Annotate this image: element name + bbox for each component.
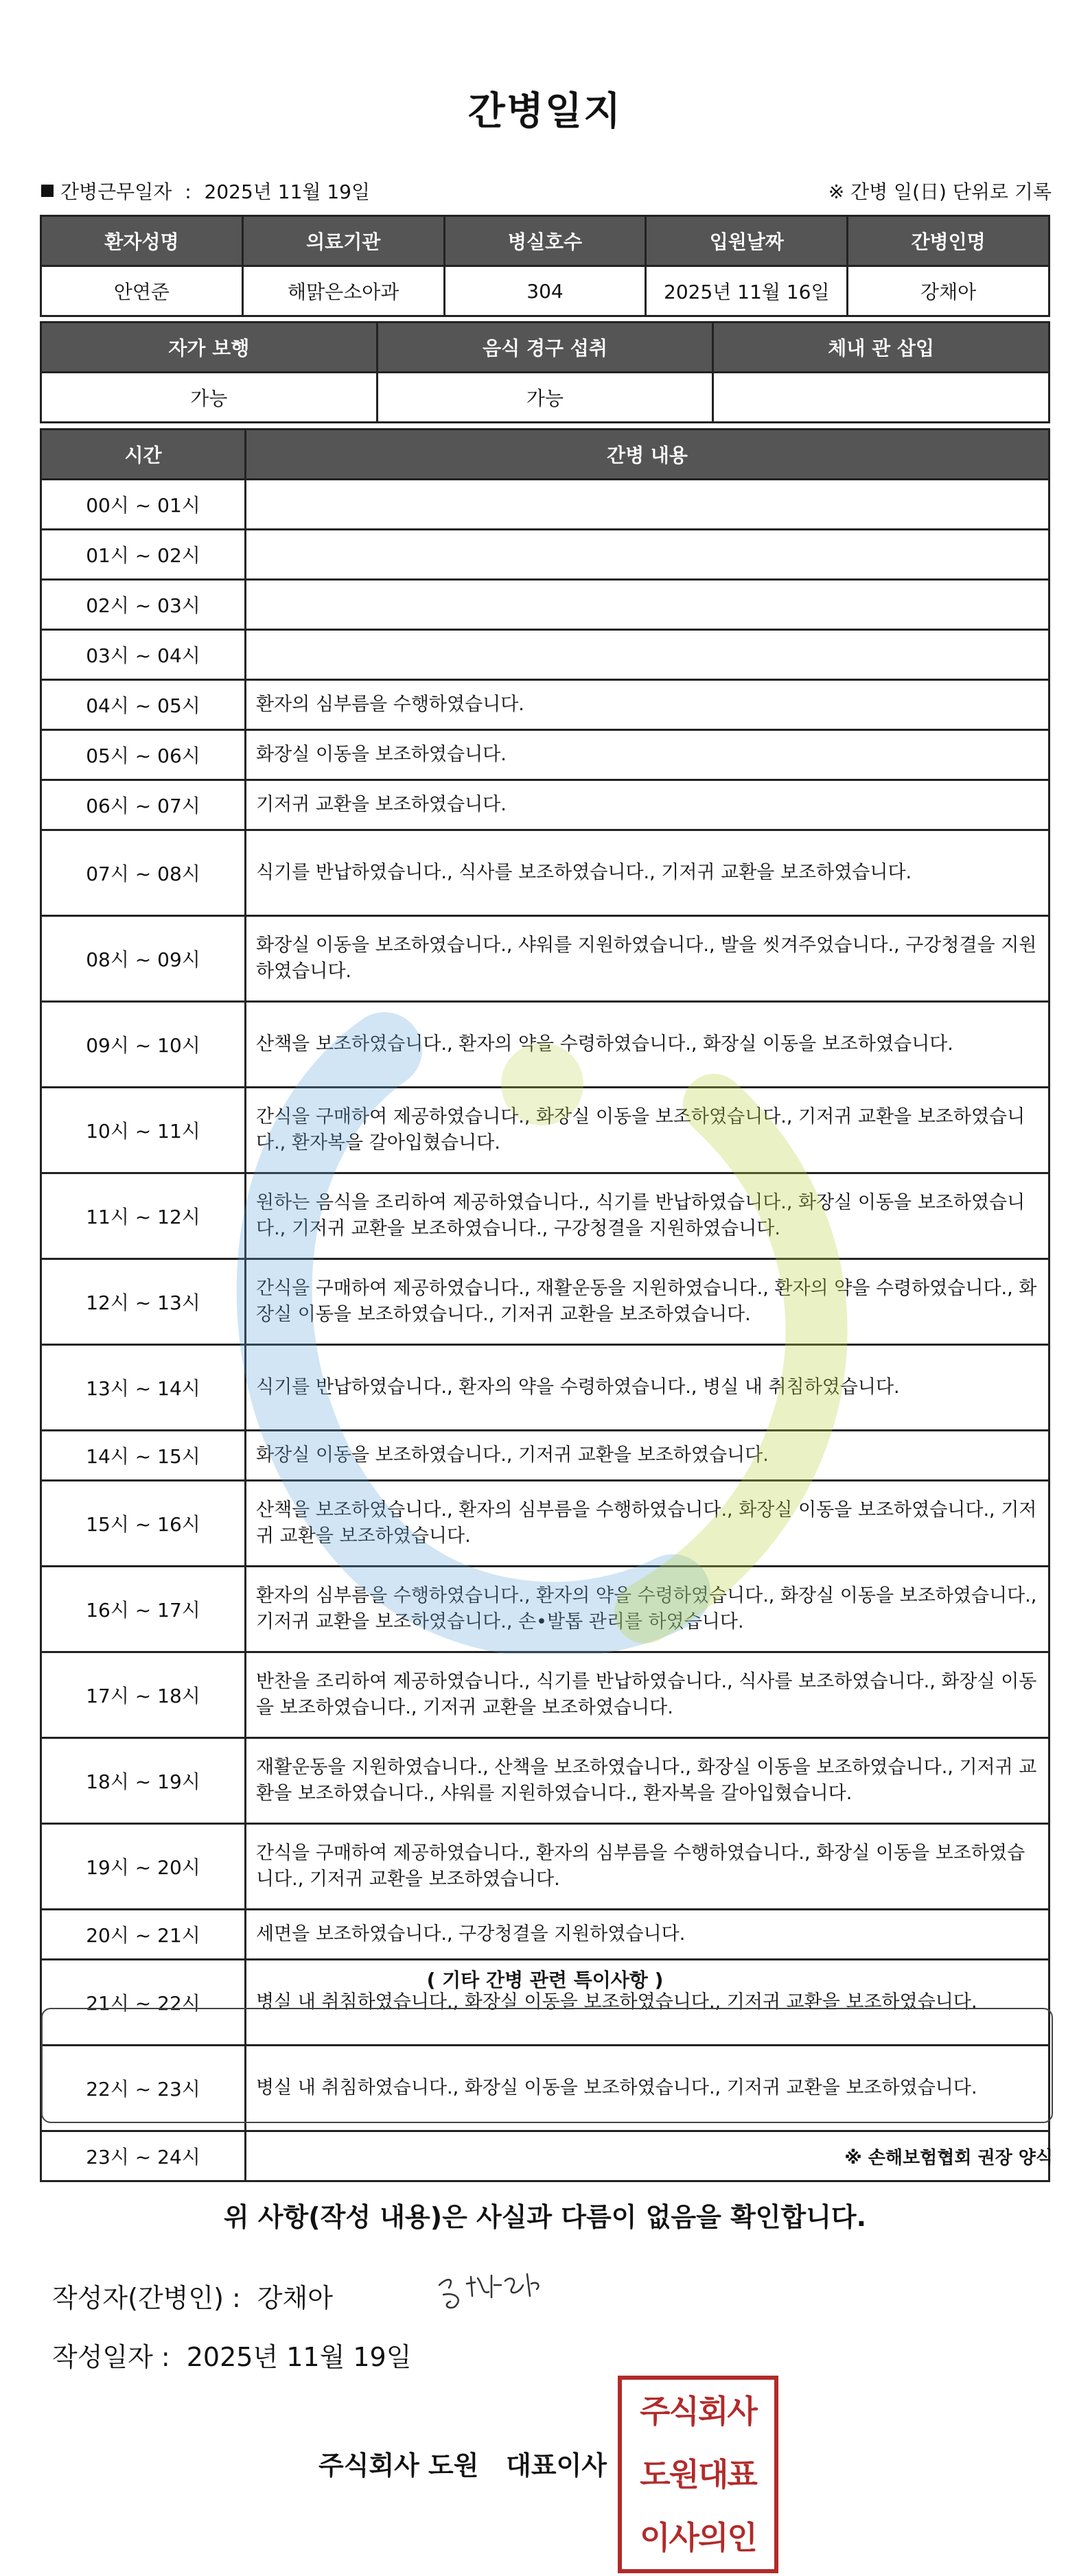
company-signature-line: 주식회사 도원 대표이사 [318, 2450, 607, 2481]
log-content[interactable]: 간식을 구매하여 제공하였습니다., 환자의 심부름을 수행하였습니다., 화장실 이동을 보조하였습니다., 기저귀 교환을 보조하였습니다. [246, 1824, 1050, 1910]
header-oral-intake: 음식 경구 섭취 [377, 323, 713, 373]
log-time: 09시 ~ 10시 [41, 1002, 246, 1088]
header-room: 병실호수 [444, 216, 646, 266]
work-date-value: 2025년 11월 19일 [204, 180, 371, 203]
header-admission-date: 입원날짜 [646, 216, 848, 266]
company-seal [618, 2376, 778, 2573]
work-date-label: 간병근무일자 [60, 180, 172, 203]
log-time: 06시 ~ 07시 [41, 780, 246, 830]
header-hospital: 의료기관 [242, 216, 444, 266]
room-number: 304 [444, 266, 646, 316]
record-note: ※ 간병 일(日) 단위로 기록 [828, 180, 1052, 203]
log-row [41, 630, 1050, 680]
log-content[interactable]: 산책을 보조하였습니다., 환자의 심부름을 수행하였습니다., 화장실 이동을 보조하였습니다., 기저귀 교환을 보조하였습니다. [246, 1481, 1050, 1567]
caregiver-name: 강채아 [848, 266, 1050, 316]
log-row [41, 1910, 1050, 1960]
writer-label: 작성자(간병인) : [52, 2283, 241, 2313]
log-content[interactable]: 화장실 이동을 보조하였습니다., 기저귀 교환을 보조하였습니다. [246, 1431, 1050, 1481]
log-row [41, 580, 1050, 630]
log-content[interactable]: 식기를 반납하였습니다., 환자의 약을 수령하였습니다., 병실 내 취침하였습니다. [246, 1345, 1050, 1431]
log-time: 15시 ~ 16시 [41, 1481, 246, 1567]
log-time: 07시 ~ 08시 [41, 830, 246, 916]
work-date-sep: : [185, 180, 192, 203]
log-row [41, 1567, 1050, 1652]
admission-date: 2025년 11월 16일 [646, 266, 848, 316]
log-time: 23시 ~ 24시 [41, 2131, 246, 2181]
work-date-row [41, 177, 370, 204]
log-time: 16시 ~ 17시 [41, 1567, 246, 1652]
log-content[interactable]: 반찬을 조리하여 제공하였습니다., 식기를 반납하였습니다., 식사를 보조하였습니다., 화장실 이동을 보조하였습니다., 기저귀 교환을 보조하였습니다. [246, 1652, 1050, 1738]
status-value-row [41, 373, 1050, 423]
log-content[interactable]: 간식을 구매하여 제공하였습니다., 화장실 이동을 보조하였습니다., 기저귀 교환을 보조하였습니다., 환자복을 갈아입혔습니다. [246, 1088, 1050, 1173]
log-row [41, 480, 1050, 530]
header-care-content: 간병 내용 [246, 430, 1050, 480]
header-caregiver: 간병인명 [848, 216, 1050, 266]
log-row [41, 1259, 1050, 1345]
log-time: 03시 ~ 04시 [41, 630, 246, 680]
write-date-value: 2025년 11월 19일 [186, 2342, 412, 2372]
log-row [41, 1002, 1050, 1088]
log-time: 21시 ~ 22시 [41, 1960, 246, 2046]
tube-value [713, 373, 1050, 423]
log-content[interactable]: 화장실 이동을 보조하였습니다., 샤워를 지원하였습니다., 발을 씻겨주었습니다., 구강청결을 지원하였습니다. [246, 916, 1050, 1002]
log-row [41, 830, 1050, 916]
log-time: 05시 ~ 06시 [41, 730, 246, 780]
confirm-statement: 위 사항(작성 내용)은 사실과 다름이 없음을 확인합니다. [223, 2202, 867, 2232]
patient-name: 안연준 [41, 266, 243, 316]
write-date-label: 작성일자 : [52, 2342, 170, 2372]
care-log-table [40, 428, 1050, 2182]
log-header-row [41, 430, 1050, 480]
log-row [41, 916, 1050, 1002]
status-header-row [41, 323, 1050, 373]
seal-row-2: 도원대표 [640, 2456, 756, 2493]
seal-row-3: 이사의인 [640, 2519, 756, 2556]
log-time: 20시 ~ 21시 [41, 1910, 246, 1960]
log-time: 08시 ~ 09시 [41, 916, 246, 1002]
log-content[interactable]: 식기를 반납하였습니다., 식사를 보조하였습니다., 기저귀 교환을 보조하였습니다. [246, 830, 1050, 916]
log-time: 12시 ~ 13시 [41, 1259, 246, 1345]
hospital-name: 해맑은소아과 [242, 266, 444, 316]
log-time: 11시 ~ 12시 [41, 1173, 246, 1259]
page-title: 간병일지 [467, 89, 623, 134]
log-content[interactable]: 간식을 구매하여 제공하였습니다., 재활운동을 지원하였습니다., 환자의 약을 수령하였습니다., 화장실 이동을 보조하였습니다., 기저귀 교환을 보조하였습니다. [246, 1259, 1050, 1345]
write-date-row [52, 2336, 411, 2374]
log-content[interactable]: 산책을 보조하였습니다., 환자의 약을 수령하였습니다., 화장실 이동을 보조하였습니다. [246, 1002, 1050, 1088]
square-bullet-icon [41, 185, 54, 197]
header-walking: 자가 보행 [41, 323, 378, 373]
log-time: 10시 ~ 11시 [41, 1088, 246, 1173]
log-content[interactable]: 병실 내 취침하였습니다., 화장실 이동을 보조하였습니다., 기저귀 교환을 보조하였습니다. [246, 1960, 1050, 2046]
log-row [41, 780, 1050, 830]
log-row [41, 1088, 1050, 1173]
log-time: 18시 ~ 19시 [41, 1738, 246, 1824]
log-content[interactable] [246, 630, 1050, 680]
log-content[interactable]: 재활운동을 지원하였습니다., 산책을 보조하였습니다., 화장실 이동을 보조하였습니다., 기저귀 교환을 보조하였습니다., 샤워를 지원하였습니다., 환자복을 갈아입혔습니다. [246, 1738, 1050, 1824]
writer-name: 강채아 [257, 2283, 333, 2313]
log-content[interactable] [246, 480, 1050, 530]
log-row [41, 1824, 1050, 1910]
log-content[interactable]: 병실 내 취침하였습니다., 화장실 이동을 보조하였습니다., 기저귀 교환을 보조하였습니다. [246, 2046, 1050, 2131]
log-row [41, 680, 1050, 730]
log-time: 02시 ~ 03시 [41, 580, 246, 630]
log-row [41, 1738, 1050, 1824]
seal-row-1: 주식회사 [640, 2393, 756, 2430]
special-notes-box[interactable] [41, 2008, 1053, 2123]
log-time: 13시 ~ 14시 [41, 1345, 246, 1431]
log-time: 14시 ~ 15시 [41, 1431, 246, 1481]
log-time: 17시 ~ 18시 [41, 1652, 246, 1738]
patient-info-table [40, 215, 1050, 317]
log-content[interactable] [246, 580, 1050, 630]
log-time: 01시 ~ 02시 [41, 530, 246, 580]
log-row [41, 1173, 1050, 1259]
header-patient-name: 환자성명 [41, 216, 243, 266]
handwritten-signature [434, 2264, 544, 2312]
log-row [41, 1652, 1050, 1738]
log-row [41, 530, 1050, 580]
patient-info-header-row [41, 216, 1050, 266]
log-time: 00시 ~ 01시 [41, 480, 246, 530]
special-notes-title: ( 기타 간병 관련 특이사항 ) [426, 1969, 664, 1991]
log-row [41, 730, 1050, 780]
log-content[interactable]: 환자의 심부름을 수행하였습니다., 환자의 약을 수령하였습니다., 화장실 이동을 보조하였습니다., 기저귀 교환을 보조하였습니다., 손•발톱 관리를 하였습니다. [246, 1567, 1050, 1652]
log-time: 22시 ~ 23시 [41, 2046, 246, 2131]
log-content[interactable] [246, 530, 1050, 580]
log-content[interactable]: 세면을 보조하였습니다., 구강청결을 지원하였습니다. [246, 1910, 1050, 1960]
log-time: 04시 ~ 05시 [41, 680, 246, 730]
header-tube: 체내 관 삽입 [713, 323, 1050, 373]
recommend-note: ※ 손해보험협회 권장 양식 [844, 2148, 1053, 2168]
log-content[interactable]: 기저귀 교환을 보조하였습니다. [246, 780, 1050, 830]
log-row [41, 1431, 1050, 1481]
log-row [41, 1345, 1050, 1431]
patient-status-table [40, 321, 1050, 423]
header-time: 시간 [41, 430, 246, 480]
log-content[interactable]: 화장실 이동을 보조하였습니다. [246, 730, 1050, 780]
log-body [41, 480, 1050, 2181]
walking-value: 가능 [41, 373, 378, 423]
log-content[interactable]: 원하는 음식을 조리하여 제공하였습니다., 식기를 반납하였습니다., 화장실 이동을 보조하였습니다., 기저귀 교환을 보조하였습니다., 구강청결을 지원하였습니다. [246, 1173, 1050, 1259]
writer-row [52, 2277, 333, 2315]
log-time: 19시 ~ 20시 [41, 1824, 246, 1910]
log-content[interactable]: 환자의 심부름을 수행하였습니다. [246, 680, 1050, 730]
oral-intake-value: 가능 [377, 373, 713, 423]
patient-info-value-row [41, 266, 1050, 316]
log-row [41, 1481, 1050, 1567]
